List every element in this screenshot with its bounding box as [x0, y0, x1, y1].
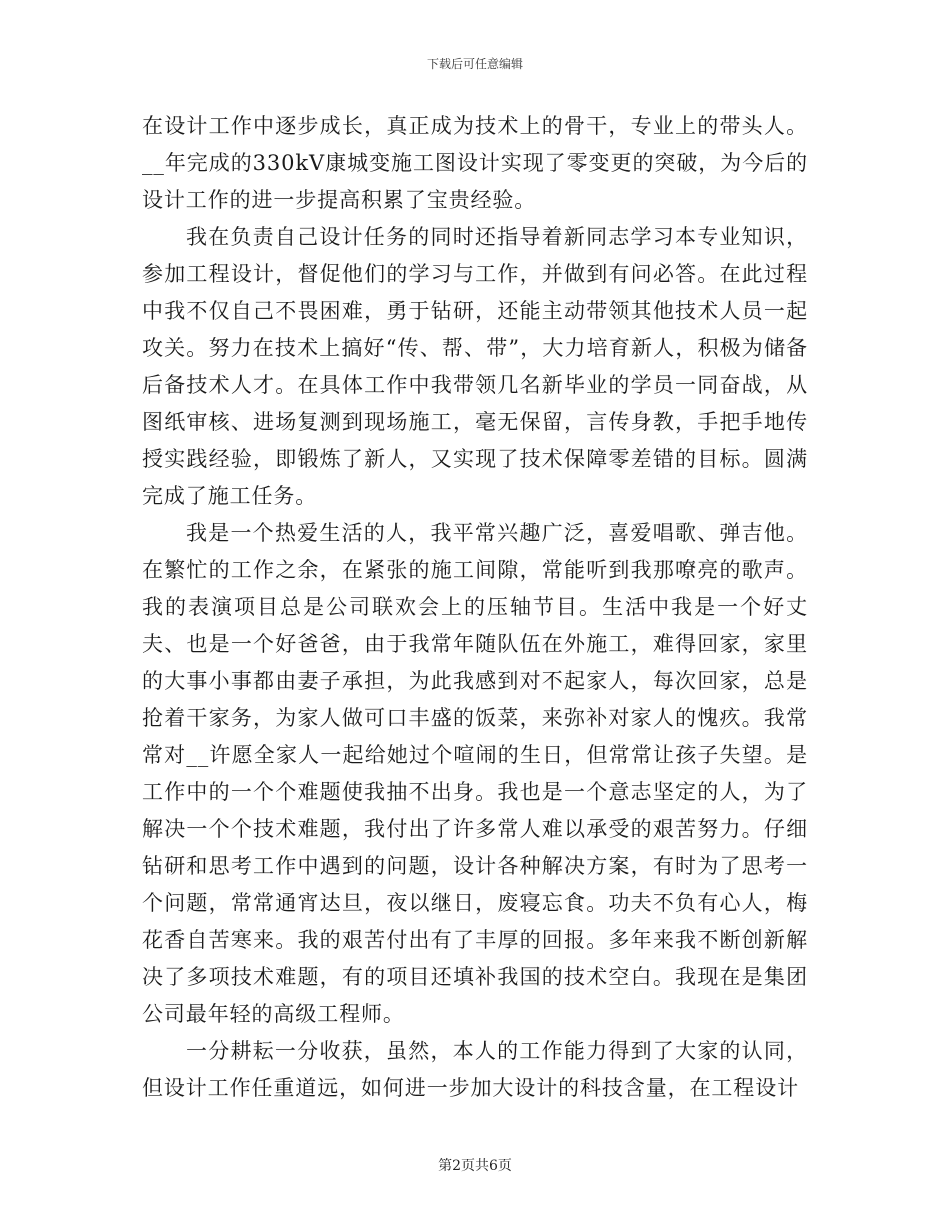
paragraph-3: 我是一个热爱生活的人，我平常兴趣广泛，喜爱唱歌、弹吉他。在繁忙的工作之余，在紧张的施工间隙，常能听到我那嘹亮的歌声。我的表演项目总是公司联欢会上的压轴节目。生活中我是一个好丈夫、也是一个好爸爸，由于我常年随队伍在外施工，难得回家，家里的大事小事都由妻子承担，为此我感到对不起家人，每次回家，总是抢着干家务，为家人做可口丰盛的饭菜，来弥补对家人的愧疚。我常常对__许愿全家人一起给她过个喧闹的生日，但常常让孩子失望。是工作中的一个个难题使我抽不出身。我也是一个意志坚定的人，为了解决一个个技术难题，我付出了许多常人难以承受的艰苦努力。仔细钻研和思考工作中遇到的问题，设计各种解决方案，有时为了思考一个问题，常常通宵达旦，夜以继日，废寝忘食。功夫不负有心人，梅花香自苦寒来。我的艰苦付出有了丰厚的回报。多年来我不断创新解决了多项技术难题，有的项目还填补我国的技术空白。我现在是集团公司最年轻的高级工程师。 [142, 521, 808, 1026]
paragraph-4: 一分耕耘一分收获，虽然，本人的工作能力得到了大家的认同，但设计工作任重道远，如何进一步加大设计的科技含量，在工程设计 [142, 1039, 808, 1100]
paragraph-2: 我在负责自己设计任务的同时还指导着新同志学习本专业知识，参加工程设计，督促他们的学习与工作，并做到有问必答。在此过程中我不仅自己不畏困难，勇于钻研，还能主动带领其他技术人员一起攻关。努力在技术上搞好“传、帮、带”，大力培育新人，积极为储备后备技术人才。在具体工作中我带领几名新毕业的学员一同奋战，从图纸审核、进场复测到现场施工，毫无保留，言传身教，手把手地传授实践经验，即锻炼了新人，又实现了技术保障零差错的目标。圆满完成了施工任务。 [142, 225, 808, 508]
paragraph-1: 在设计工作中逐步成长，真正成为技术上的骨干，专业上的带头人。__年完成的330kV康城变施工图设计实现了零变更的突破，为今后的设计工作的进一步提高积累了宝贵经验。 [142, 114, 808, 212]
page-number: 第2页共6页 [438, 1158, 512, 1174]
page-header: 下载后可任意编辑 [426, 57, 523, 71]
document-body [142, 108, 808, 1107]
